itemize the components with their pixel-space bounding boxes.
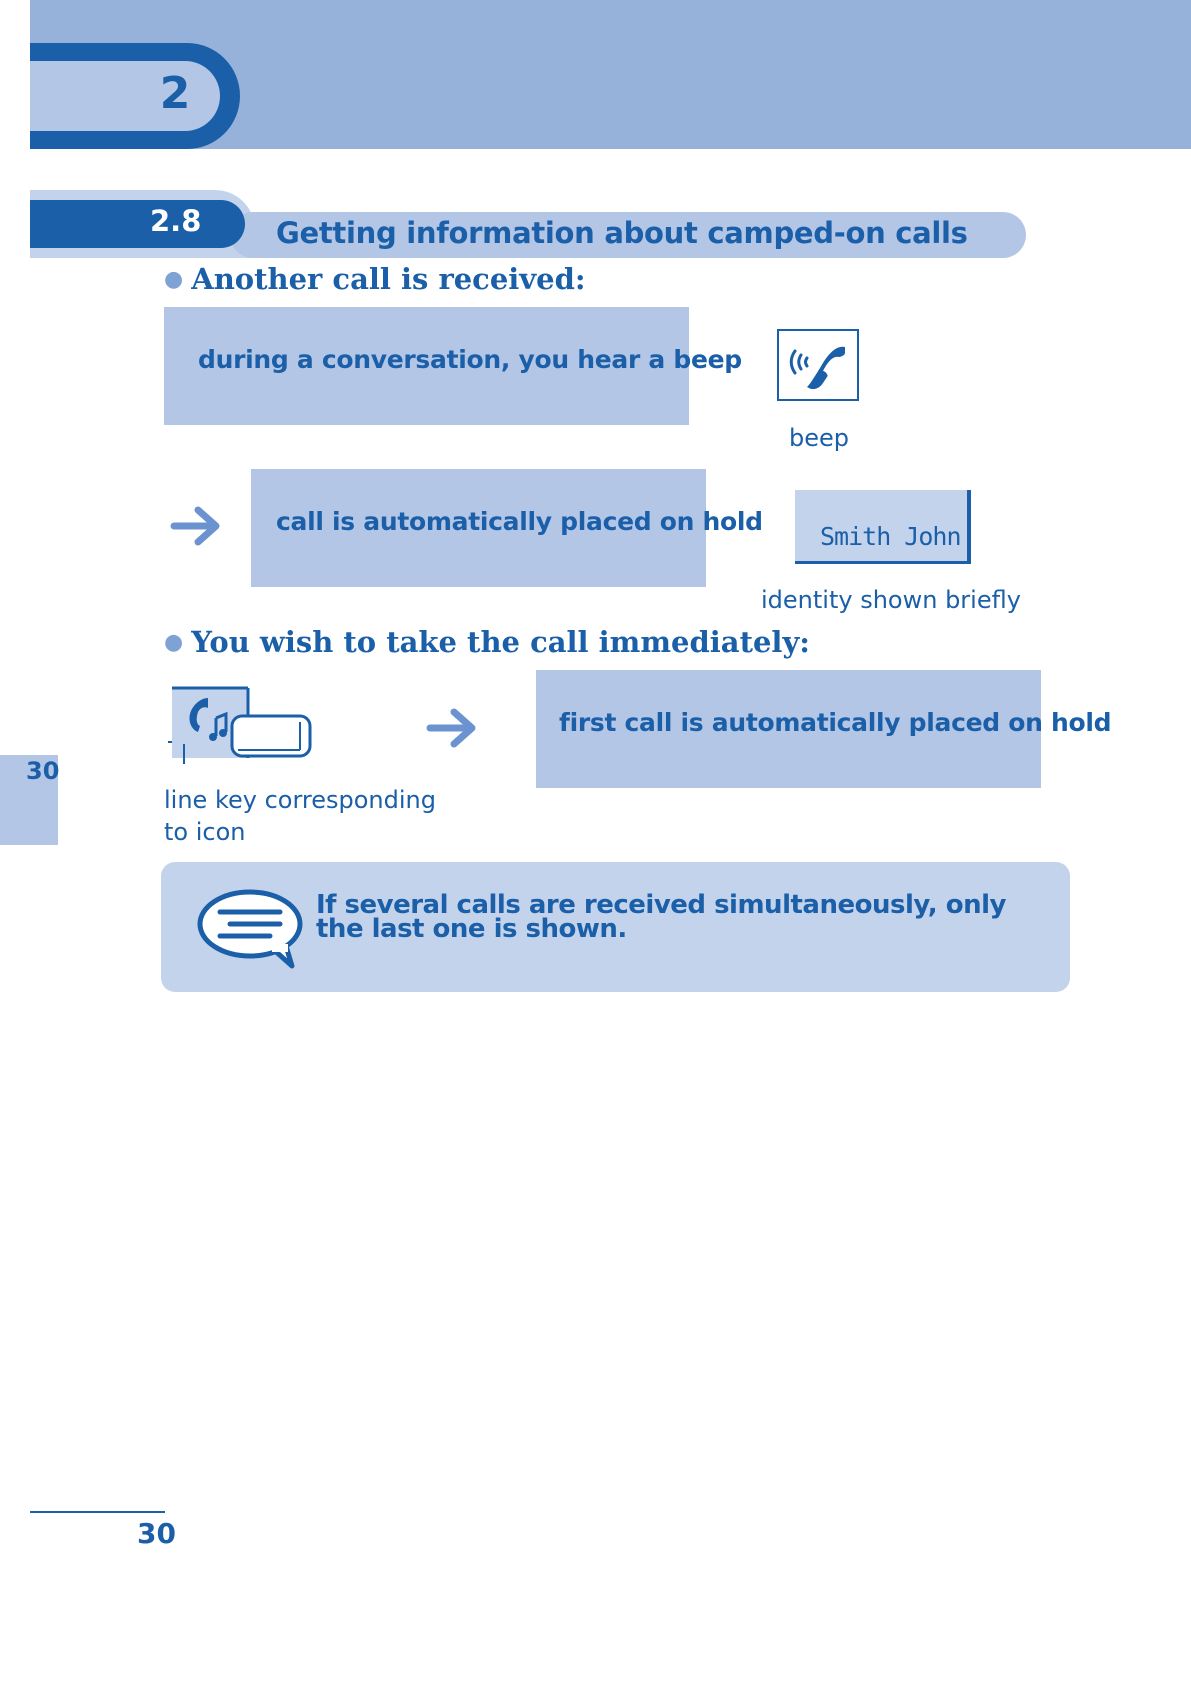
arrow-right-icon [426,706,480,750]
chapter-number: 2 [159,68,191,119]
section-number-tab [30,200,245,248]
bullet-icon: ● [164,629,184,655]
identity-caption: identity shown briefly [761,586,1021,614]
side-tab-page-number: 30 [26,757,60,785]
step-box-beep [164,307,742,425]
section-number: 2.8 [150,204,202,238]
step-box-hold [251,469,763,587]
footer-page-number: 30 [137,1517,176,1550]
arrow-right-icon [170,504,224,548]
line-key-caption-1: line key corresponding [164,786,436,814]
heading-text: You wish to take the call immediately: [191,625,811,659]
step-text: first call is automatically placed on hold [559,708,1112,737]
display-caller-name: Smith John [820,522,961,551]
footer-rule [30,1511,165,1513]
speech-bubble-icon [196,886,308,970]
bullet-icon: ● [164,266,184,292]
step-text: during a conversation, you hear a beep [198,345,742,374]
heading-text: Another call is received: [191,262,586,296]
heading-another-call [164,262,586,296]
beep-caption: beep [789,424,849,452]
phone-ring-icon [777,329,859,401]
step-text: call is automatically placed on hold [276,507,763,536]
side-tab-divider [0,753,58,755]
heading-take-call [164,625,810,659]
note-text: If several calls are received simultaneously, only the last one is shown. [316,890,1006,944]
line-key-icon[interactable] [168,684,314,764]
section-title: Getting information about camped-on calls [276,216,968,250]
line-key-caption-2: to icon [164,818,246,846]
step-box-first-call-hold [536,670,1112,788]
